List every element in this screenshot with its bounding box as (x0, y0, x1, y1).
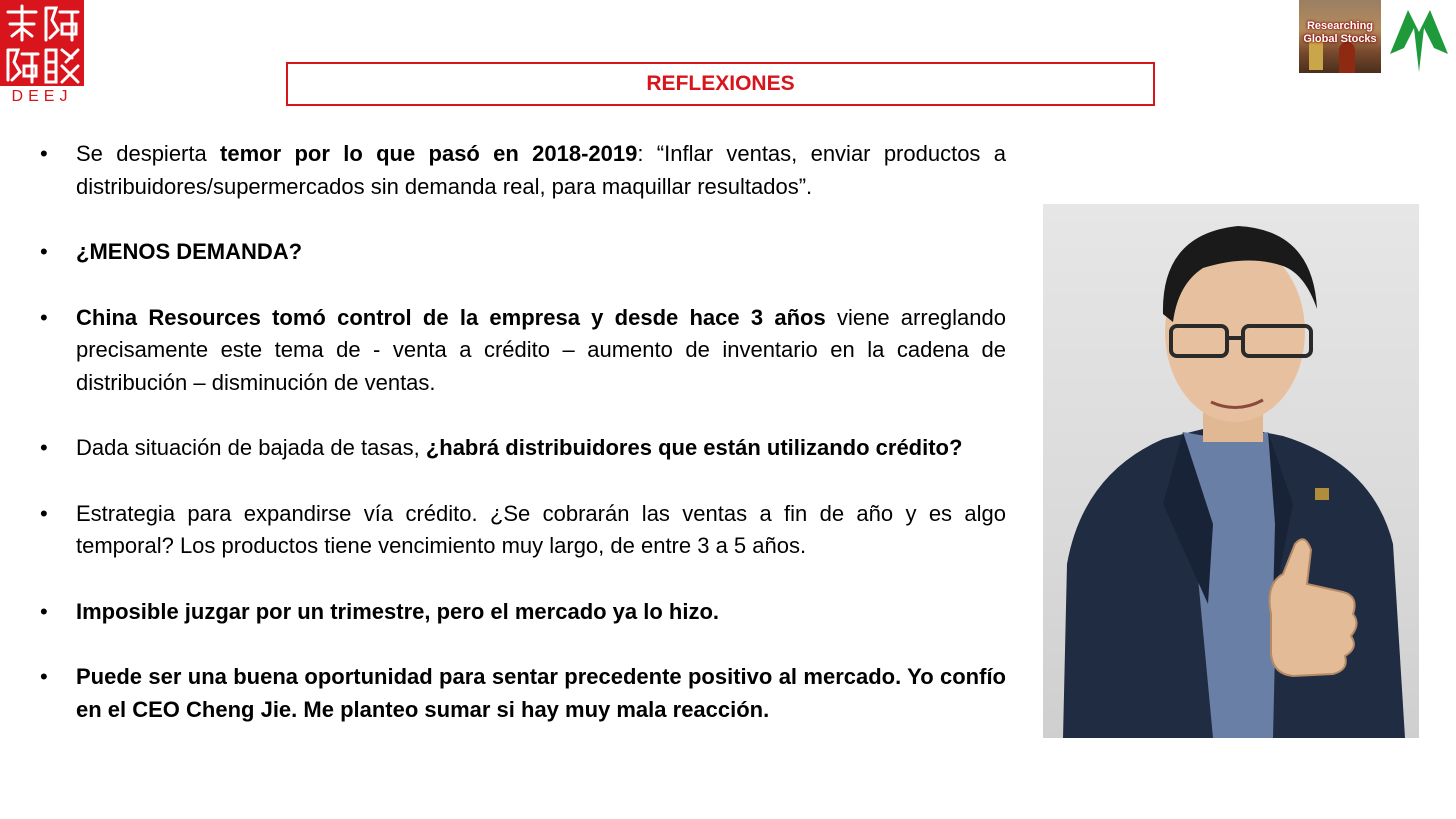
bullet-text-bold: Imposible juzgar por un trimestre, pero el mercado ya lo hizo. (76, 598, 720, 624)
green-m-logo (1386, 2, 1452, 72)
bullet-text: Se despierta (76, 141, 221, 166)
bullet-text: viene arreglando precisamente este tema de - venta a crédito – aumento de inventario en la cadena de distribución – disminución de ventas. (76, 304, 1006, 395)
monk-shape (1339, 42, 1355, 73)
bullet-text: : “Inflar ventas, enviar productos a distribuidores/supermercados sin demanda real, para maquillar resultados”. (76, 141, 1006, 199)
bullet-text-bold: China Resources tomó control de la empresa y desde hace 3 años (76, 304, 826, 330)
title-box (286, 62, 1155, 106)
bullet-item (40, 138, 1006, 203)
bullet-item (40, 302, 1006, 400)
deej-logo (0, 0, 84, 104)
page-title: REFLEXIONES (646, 72, 795, 95)
bullet-text-bold: ¿MENOS DEMANDA? (76, 239, 303, 264)
deej-logo-text: DEEJ (11, 88, 73, 104)
bullet-text-bold: temor por lo que pasó en 2018-2019 (220, 141, 638, 166)
bullet-text: Dada situación de bajada de tasas, (76, 435, 426, 460)
bullet-item (40, 661, 1006, 726)
ceo-portrait (1043, 204, 1419, 738)
bullet-item (40, 432, 1006, 465)
bullet-item (40, 236, 1006, 269)
bullet-text: Estrategia para expandirse vía crédito. ¿Se cobrarán las ventas a fin de año y es algo temporal? Los productos tiene vencimiento muy largo, de entre 3 a 5 años. (76, 500, 1006, 558)
researching-global-stocks-logo (1299, 0, 1381, 73)
logo-caption: Researching Global Stocks (1303, 20, 1377, 45)
bullet-item (40, 498, 1006, 563)
bullet-text-bold: ¿habrá distribuidores que están utilizando crédito? (425, 435, 963, 460)
bullet-item (40, 596, 1006, 629)
bullet-list (40, 138, 1006, 759)
bullet-text-bold: Puede ser una buena oportunidad para sentar precedente positivo al mercado. Yo confío en el CEO Cheng Jie. Me planteo sumar si hay muy mala reacción. (76, 664, 1006, 722)
